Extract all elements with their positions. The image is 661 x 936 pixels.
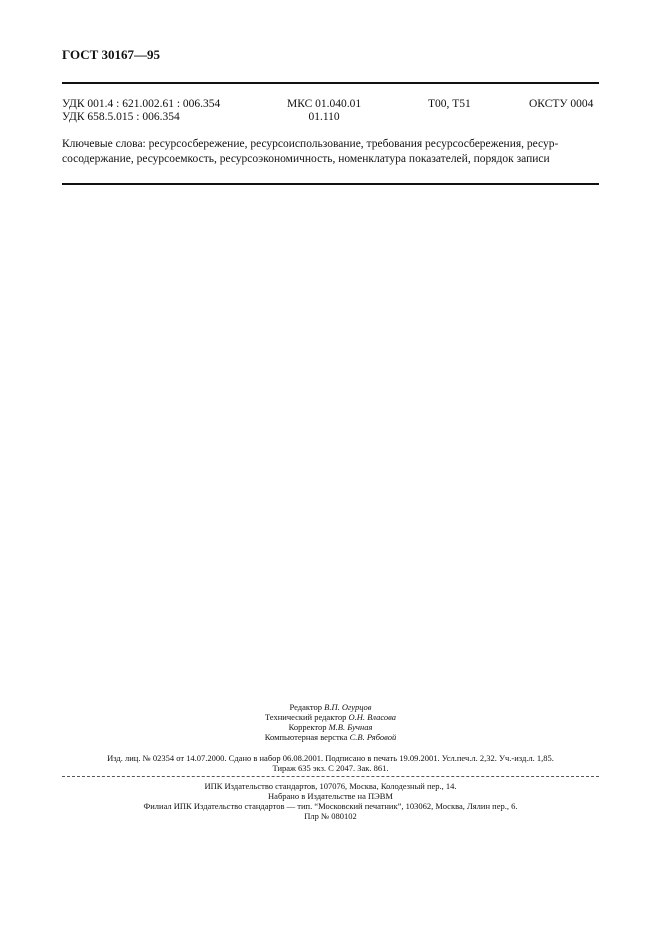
tech-editor-credit xyxy=(62,712,599,722)
layout-name: С.В. Рябовой xyxy=(349,732,397,742)
publisher-line-2: Набрано в Издательстве на ПЭВМ xyxy=(268,791,393,801)
top-divider xyxy=(62,82,599,84)
publisher-line-3: Филиал ИПК Издательство стандартов — тип. “Московский печатник”, 103062, Москва, Лялин пер., 6. xyxy=(143,801,518,811)
mks-codes xyxy=(287,98,361,124)
mks-line-2: 01.110 xyxy=(308,111,340,123)
publication-line-2: Тираж 635 экз. С 2047. Зак. 861. xyxy=(272,763,389,773)
editor-name: В.П. Огурцов xyxy=(324,702,372,712)
editor-role: Редактор xyxy=(289,702,322,712)
t-code: Т00, Т51 xyxy=(428,98,471,110)
mks-line-1: МКС 01.040.01 xyxy=(287,98,362,110)
publication-line-1: Изд. лиц. № 02354 от 14.07.2000. Сдано в набор 06.08.2001. Подписано в печать 19.09.2001. Усл.печ.л. 2,32. Уч.-изд.л. 1,85. xyxy=(107,753,554,763)
publisher-details xyxy=(62,781,599,821)
udk-line-1: УДК 001.4 : 621.002.61 : 006.354 xyxy=(62,98,221,110)
imprint-divider xyxy=(62,776,599,777)
layout-credit xyxy=(62,732,599,742)
okstu-code: ОКСТУ 0004 xyxy=(529,98,594,110)
corrector-name: М.В. Бучная xyxy=(328,722,373,732)
publication-details xyxy=(62,753,599,773)
keywords-line-2: сосодержание, ресурсоемкость, ресурсоэкономичность, номенклатура показателей, порядок записи xyxy=(62,153,550,165)
keywords-line-1: Ключевые слова: ресурсосбережение, ресурсоиспользование, требования ресурсосбережения, ресур- xyxy=(62,138,559,150)
corrector-credit xyxy=(62,722,599,732)
staff-credits xyxy=(62,702,599,742)
keywords-block xyxy=(62,137,599,167)
udk-line-2: УДК 658.5.015 : 006.354 xyxy=(62,111,180,123)
publisher-line-4: Плр № 080102 xyxy=(304,811,357,821)
corrector-role: Корректор xyxy=(288,722,327,732)
tech-editor-name: О.Н. Власова xyxy=(348,712,397,722)
tech-editor-role: Технический редактор xyxy=(264,712,347,722)
editor-credit xyxy=(62,702,599,712)
bottom-divider xyxy=(62,183,599,185)
document-code: ГОСТ 30167—95 xyxy=(62,47,161,62)
publisher-line-1: ИПК Издательство стандартов, 107076, Москва, Колодезный пер., 14. xyxy=(204,781,457,791)
layout-role: Компьютерная верстка xyxy=(264,732,348,742)
udk-codes xyxy=(62,98,220,124)
